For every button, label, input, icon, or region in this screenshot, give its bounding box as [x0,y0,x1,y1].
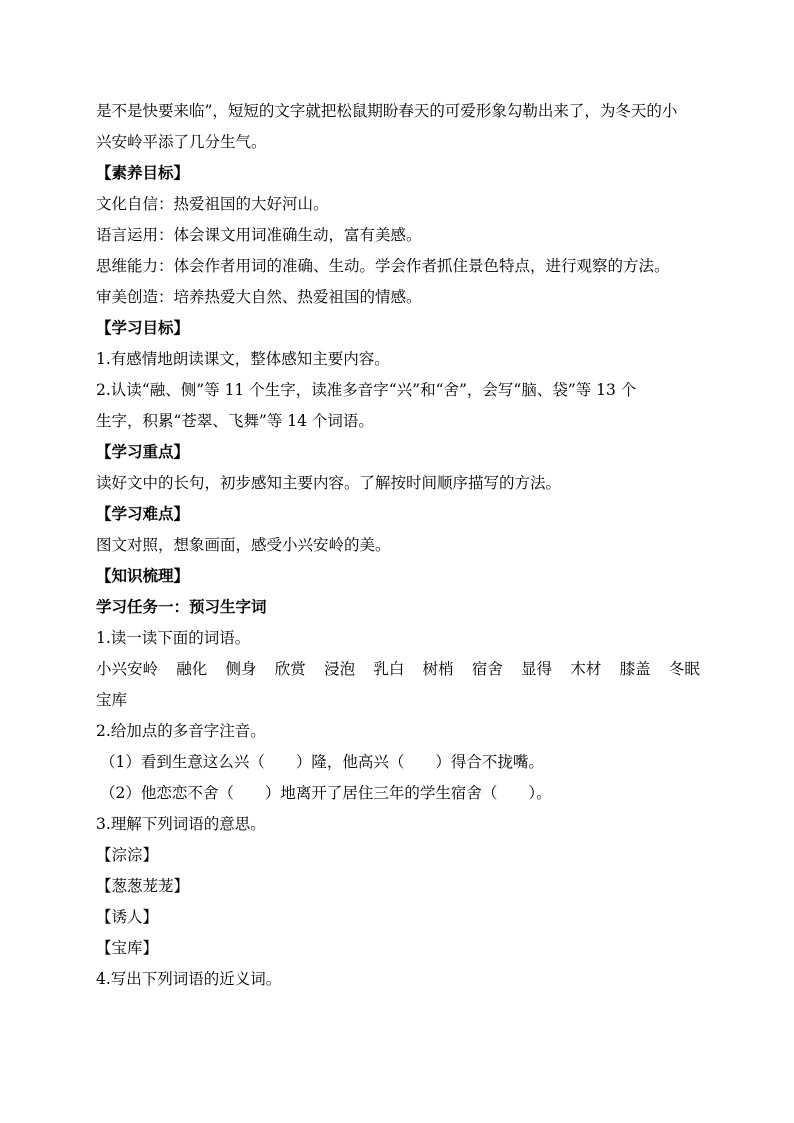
goal-item-2-line-2: 生字，积累“苍翠、飞舞”等 14 个词语。 [96,412,374,430]
term-label: 【宝库】 [96,939,159,957]
vocab-word: 小兴安岭 [96,660,159,678]
vocab-word: 木材 [570,660,602,678]
goal-item-1: 1.有感情地朗读课文，整体感知主要内容。 [96,350,390,368]
key-points-heading: 【学习重点】 [96,443,190,461]
term-label: 【诱人】 [96,908,159,926]
term-label: 【淙淙】 [96,846,159,864]
document-page [96,96,700,995]
literacy-item: 文化自信：热爱祖国的大好河山。 [96,195,329,213]
vocab-word: 冬眠 [668,660,700,678]
literacy-item: 语言运用：体会课文用词准确生动，富有美感。 [96,226,422,244]
vocab-word: 侧身 [225,660,257,678]
vocab-word: 膝盖 [619,660,651,678]
question-3: 3.理解下列词语的意思。 [96,815,266,833]
question-1: 1.读一读下面的词语。 [96,629,251,647]
vocab-word: 欣赏 [274,660,306,678]
question-4: 4.写出下列词语的近义词。 [96,970,282,988]
goals-heading: 【学习目标】 [96,319,190,337]
vocab-row [96,654,700,685]
literacy-item: 思维能力：体会作者用词的准确、生动。学会作者抓住景色特点，进行观察的方法。 [96,257,670,275]
vocab-word-last: 宝库 [96,691,128,709]
goal-item-2-line-1: 2.认读“融、侧”等 11 个生字，读准多音字“兴”和“舍”，会写“脑、袋”等 13 个 [96,381,637,399]
difficulties-text: 图文对照，想象画面，感受小兴安岭的美。 [96,536,391,554]
term-label: 【葱葱茏茏】 [96,877,190,895]
difficulties-heading: 【学习难点】 [96,505,190,523]
intro-line-1: 是不是快要来临”，短短的文字就把松鼠期盼春天的可爱形象勾勒出来了，为冬天的小 [96,102,678,120]
vocab-word: 显得 [521,660,553,678]
intro-line-2: 兴安岭平添了几分生气。 [96,133,267,151]
question-2-a: （1）看到生意这么兴（ ）隆，他高兴（ ）得合不拢嘴。 [100,753,544,771]
question-2: 2.给加点的多音字注音。 [96,722,266,740]
vocab-word: 树梢 [422,660,454,678]
question-2-b: （2）他恋恋不舍（ ）地离开了居住三年的学生宿舍（ ）。 [100,784,552,802]
task-heading: 学习任务一：预习生字词 [96,598,267,616]
literacy-item: 审美创造：培养热爱大自然、热爱祖国的情感。 [96,288,422,306]
knowledge-heading: 【知识梳理】 [96,567,190,585]
vocab-word: 融化 [176,660,208,678]
vocab-word: 乳白 [373,660,405,678]
vocab-word: 宿舍 [471,660,503,678]
vocab-word: 浸泡 [324,660,356,678]
literacy-heading: 【素养目标】 [96,164,190,182]
key-points-text: 读好文中的长句，初步感知主要内容。了解按时间顺序描写的方法。 [96,474,562,492]
